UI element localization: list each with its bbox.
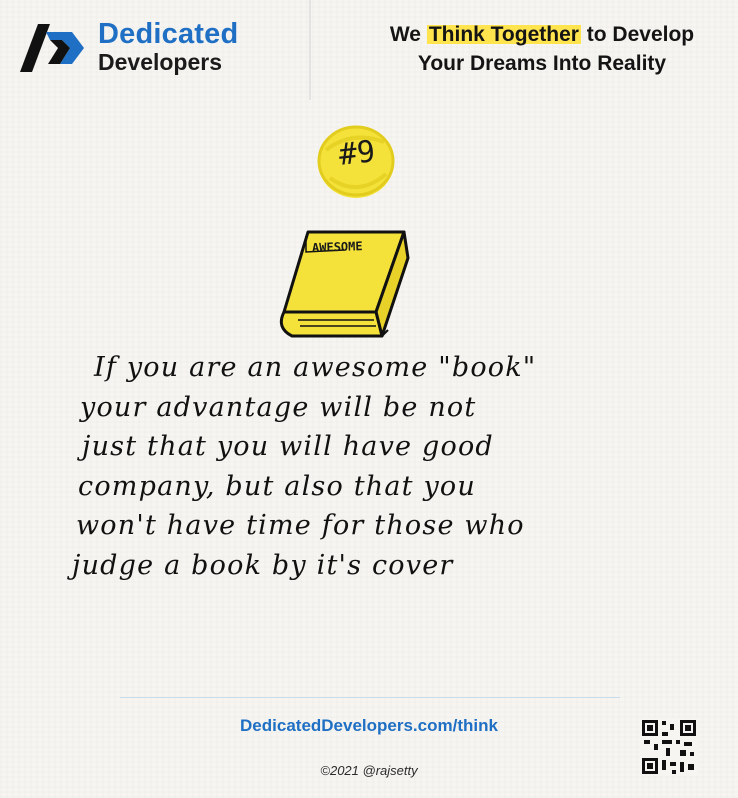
tagline [346, 20, 738, 78]
book-illustration [272, 228, 414, 346]
quote-line: If you are an awesome "book" [94, 352, 537, 383]
copyright-text: ©2021 @rajsetty [320, 763, 418, 778]
quote-line: won't have time for those who [76, 510, 525, 541]
quote-line: company, but also that you [78, 470, 476, 502]
brand-logo[interactable] [20, 18, 260, 78]
brand-name-line1: Dedicated [98, 18, 239, 50]
qr-code[interactable] [640, 718, 698, 776]
quote-line: your advantage will be not [80, 391, 477, 423]
quote-line: just that you will have good [82, 431, 494, 462]
tagline-highlight: Think Together [428, 23, 579, 46]
qr-code-icon [640, 718, 698, 776]
header-divider [309, 0, 311, 100]
brand-name-line2: Developers [98, 49, 223, 75]
tagline-line2: Your Dreams Into Reality [417, 52, 667, 75]
tagline-part1: We [389, 23, 427, 46]
brand-mark-icon [20, 22, 84, 74]
tagline-line1 [346, 20, 738, 49]
tagline-part2: to Develop [580, 23, 695, 46]
footer-link[interactable]: DedicatedDevelopers.com/think [240, 716, 498, 735]
handwritten-quote [72, 348, 682, 585]
footer-divider [120, 697, 620, 698]
number-badge [312, 120, 402, 202]
quote-line: judge a book by it's cover [72, 549, 454, 581]
book-title: AWESOME [311, 239, 363, 255]
badge-text: #9 [337, 134, 377, 173]
